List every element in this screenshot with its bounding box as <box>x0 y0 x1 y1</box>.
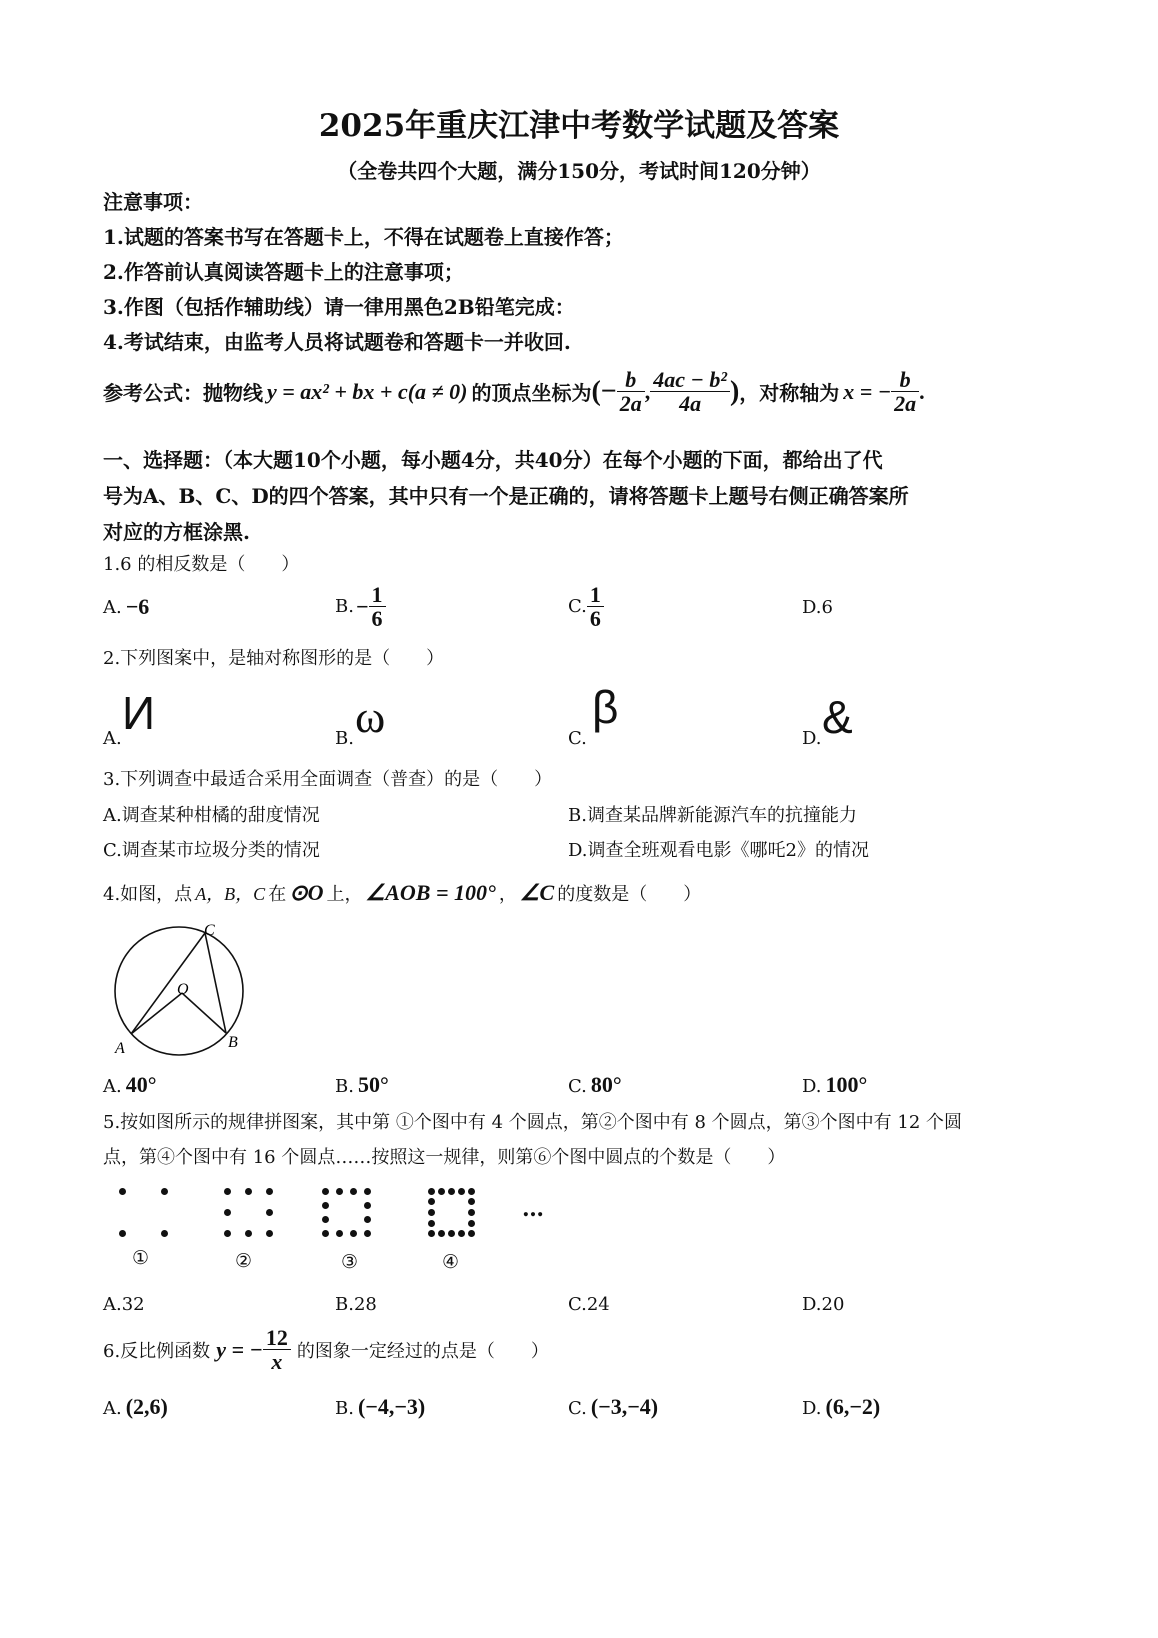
q5-dot <box>322 1202 329 1209</box>
q6-a-value: (2,6) <box>125 1394 168 1419</box>
q5-dot <box>428 1209 435 1216</box>
formula-prefix: 参考公式：抛物线 <box>103 381 263 406</box>
q4-label-o: O <box>177 981 189 998</box>
q1-b-numerator: 1 <box>369 583 386 607</box>
axis-numerator: b <box>891 368 919 392</box>
q4-b-value: 50° <box>357 1072 389 1097</box>
q6-c-label: C. <box>568 1398 587 1419</box>
q5-dot <box>438 1188 445 1195</box>
q6-func-fraction <box>263 1326 291 1373</box>
q5-dot <box>266 1230 273 1237</box>
q3-option-d: D.调查全班观看电影《哪吒2》的情况 <box>568 840 869 861</box>
q5-dot <box>458 1188 465 1195</box>
q5-dot <box>428 1220 435 1227</box>
q5-ellipsis: … <box>522 1196 544 1222</box>
q5-dot <box>224 1188 231 1195</box>
q5-dot <box>266 1209 273 1216</box>
q5-fig-label-1: ① <box>132 1247 150 1269</box>
q4-label-a: A <box>115 1040 125 1057</box>
q4-d-label: D. <box>802 1076 822 1097</box>
q6-option-c <box>568 1394 658 1420</box>
q5-dot <box>438 1230 445 1237</box>
q3-option-a: A.调查某种柑橘的甜度情况 <box>103 805 320 826</box>
q5-fig-label-4: ④ <box>442 1251 460 1273</box>
q6-b-value: (−4,−3) <box>357 1394 426 1419</box>
q5-dot <box>119 1230 126 1237</box>
vertex-y-denominator: 4a <box>679 391 702 417</box>
q6-b-label: B. <box>335 1398 354 1419</box>
vertex-x-denominator: 2a <box>619 391 642 417</box>
q6-stem <box>103 1326 549 1373</box>
q2-stem: 2.下列图案中，是轴对称图形的是（ ） <box>103 648 445 669</box>
q5-fig-label-3: ③ <box>341 1251 359 1273</box>
q4-points: A，B，C <box>195 884 266 904</box>
q3-option-c: C.调查某市垃圾分类的情况 <box>103 840 320 861</box>
q5-dot <box>336 1230 343 1237</box>
q4-stem-end: 的度数是（ ） <box>557 884 702 905</box>
q5-dot <box>458 1230 465 1237</box>
page-title: 2025年重庆江津中考数学试题及答案 <box>318 108 840 144</box>
q2-b-label: B. <box>335 728 354 749</box>
page-subtitle: （全卷共四个大题，满分150分，考试时间120分钟） <box>337 159 821 183</box>
q5-dot <box>266 1188 273 1195</box>
q1-b-denominator: 6 <box>371 606 383 632</box>
q4-b-label: B. <box>335 1076 354 1097</box>
q5-dot <box>468 1230 475 1237</box>
q5-dot <box>224 1230 231 1237</box>
q5-dot <box>448 1188 455 1195</box>
q6-option-b <box>335 1394 425 1420</box>
q5-dot <box>364 1202 371 1209</box>
q5-dot <box>350 1230 357 1237</box>
q6-d-label: D. <box>802 1398 822 1419</box>
q1-c-label: C. <box>568 596 587 618</box>
q6-option-a <box>103 1394 168 1420</box>
q5-option-c: C.24 <box>568 1294 610 1315</box>
formula-middle: 的顶点坐标为 <box>471 381 592 406</box>
q4-stem-mid2: 上， <box>326 884 363 905</box>
q5-option-a: A.32 <box>103 1294 145 1315</box>
q3-stem: 3.下列调查中最适合采用全面调查（普查）的是（ ） <box>103 769 553 790</box>
q5-dot <box>245 1230 252 1237</box>
q6-option-d <box>802 1394 880 1420</box>
q1-b-label: B. <box>335 596 354 618</box>
q5-dot <box>336 1188 343 1195</box>
q2-d-glyph: & <box>822 691 853 743</box>
q5-dot <box>428 1198 435 1205</box>
q5-dot <box>322 1216 329 1223</box>
formula-axis-lhs: x = − <box>843 378 892 404</box>
q5-dot <box>428 1230 435 1237</box>
q1-stem: 1.6 的相反数是（ ） <box>103 554 300 575</box>
section1-line2: 号为A、B、C、D的四个答案，其中只有一个是正确的，请将答题卡上题号右侧正确答案所 <box>103 484 909 508</box>
q5-dot <box>468 1188 475 1195</box>
q4-stem-prefix: 4.如图，点 <box>103 884 193 905</box>
formula-paren-open: (− <box>591 375 617 407</box>
q5-dot <box>161 1230 168 1237</box>
q2-c-glyph: β <box>592 681 619 733</box>
q4-label-b: B <box>228 1034 238 1051</box>
q5-dot <box>364 1216 371 1223</box>
q5-dot <box>350 1188 357 1195</box>
q5-option-d: D.20 <box>802 1294 845 1315</box>
q4-a-value: 40° <box>125 1072 157 1097</box>
q5-dot <box>448 1230 455 1237</box>
section1-line3: 对应的方框涂黑. <box>103 520 250 544</box>
notes-item-4: 4.考试结束，由监考人员将试题卷和答题卡一并收回. <box>103 330 571 354</box>
notes-item-1: 1.试题的答案书写在答题卡上，不得在试题卷上直接作答； <box>103 225 624 249</box>
q4-stem-mid: 在 <box>268 884 287 905</box>
q4-a-label: A. <box>103 1076 122 1097</box>
q1-c-numerator: 1 <box>587 583 604 607</box>
q6-stem-prefix: 6.反比例函数 <box>103 1340 211 1362</box>
q2-b-glyph: ω <box>355 691 386 742</box>
q5-dot <box>322 1230 329 1237</box>
notes-item-3: 3.作图（包括作辅助线）请一律用黑色2B铅笔完成： <box>103 295 575 319</box>
notes-heading: 注意事项： <box>103 190 203 214</box>
notes-item-2: 2.作答前认真阅读答题卡上的注意事项； <box>103 260 464 284</box>
formula-parabola: y = ax² + bx + c(a ≠ 0) <box>267 378 468 404</box>
q4-d-value: 100° <box>825 1072 868 1097</box>
q6-func-denominator: x <box>271 1349 283 1375</box>
q6-d-value: (6,−2) <box>825 1394 881 1419</box>
formula-comma: , <box>644 378 651 404</box>
q4-angle-c: ∠C <box>519 880 555 905</box>
q4-angle-aob: ∠AOB = 100° <box>365 880 496 905</box>
q4-circle-symbol: ⊙O <box>289 880 324 905</box>
q6-a-label: A. <box>103 1398 122 1419</box>
q5-dot <box>245 1188 252 1195</box>
q5-dot <box>224 1209 231 1216</box>
q4-c-label: C. <box>568 1076 587 1097</box>
q6-c-value: (−3,−4) <box>590 1394 659 1419</box>
vertex-y-numerator: 4ac − b² <box>650 368 730 392</box>
formula-paren-close: ) <box>729 375 740 407</box>
q5-fig-label-2: ② <box>235 1250 253 1272</box>
vertex-x-numerator: b <box>617 368 645 392</box>
axis-denominator: 2a <box>894 391 917 417</box>
q5-dot <box>468 1220 475 1227</box>
q1-option-d: D.6 <box>802 597 833 618</box>
formula-period: . <box>919 378 925 404</box>
q1-a-value: −6 <box>125 594 150 619</box>
formula-axis-text: ，对称轴为 <box>739 381 840 406</box>
q5-line1: 5.按如图所示的规律拼图案，其中第 ①个图中有 4 个圆点，第②个图中有 8 个圆点，第③个图中有 12 个圆 <box>103 1112 963 1133</box>
q1-b-sign: − <box>355 593 369 619</box>
q5-dot <box>468 1198 475 1205</box>
q5-dot <box>468 1209 475 1216</box>
q6-func-numerator: 12 <box>263 1326 291 1350</box>
q2-d-label: D. <box>802 728 822 749</box>
q5-line2: 点，第④个图中有 16 个圆点……按照这一规律，则第⑥个图中圆点的个数是（ ） <box>103 1147 786 1168</box>
q5-dot <box>161 1188 168 1195</box>
q5-dot <box>119 1188 126 1195</box>
q4-label-c: C <box>204 922 215 939</box>
q2-c-label: C. <box>568 728 587 749</box>
q5-dot <box>428 1188 435 1195</box>
q6-func-lhs: y = − <box>216 1336 263 1362</box>
q1-a-label: A. <box>103 596 122 618</box>
q2-a-glyph: И <box>122 687 156 739</box>
q4-sep: ， <box>498 884 517 905</box>
section1-line1: 一、选择题：（本大题10个小题，每小题4分，共40分）在每个小题的下面，都给出了代 <box>103 448 883 472</box>
q5-dot <box>364 1188 371 1195</box>
q5-dot <box>322 1188 329 1195</box>
q5-dot <box>364 1230 371 1237</box>
q3-option-b: B.调查某品牌新能源汽车的抗撞能力 <box>568 805 857 826</box>
q1-c-denominator: 6 <box>589 606 601 632</box>
q2-a-label: A. <box>103 728 122 749</box>
q5-option-b: B.28 <box>335 1294 377 1315</box>
q6-stem-end: 的图象一定经过的点是（ ） <box>296 1340 549 1362</box>
q4-c-value: 80° <box>590 1072 622 1097</box>
